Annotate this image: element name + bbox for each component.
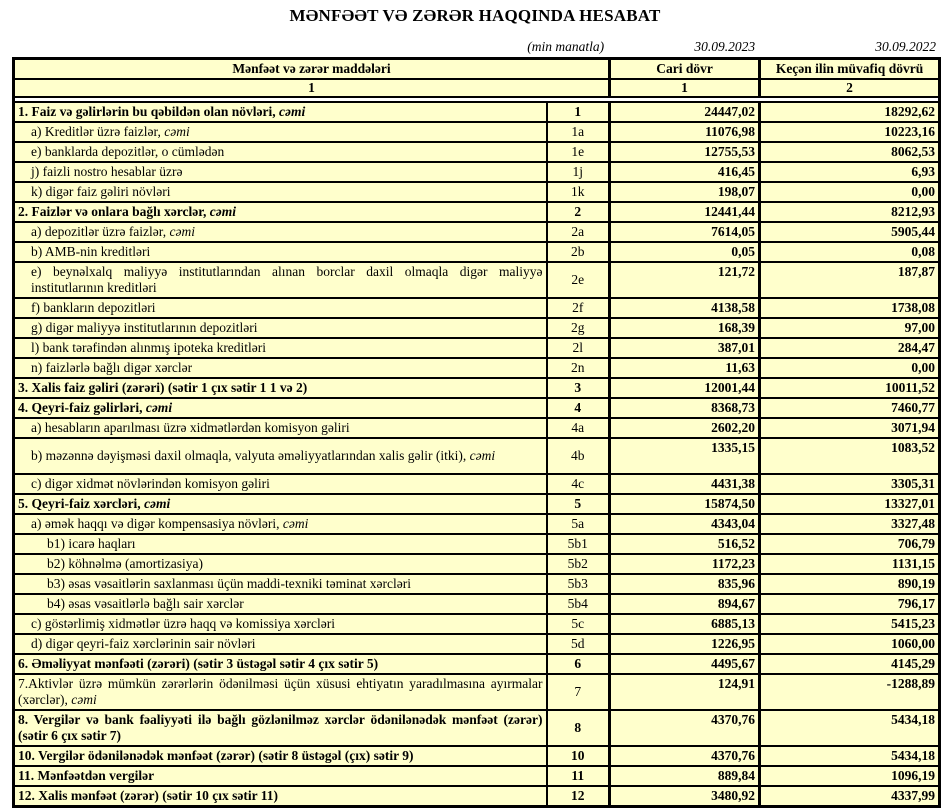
date-current: 30.09.2023 <box>694 39 756 54</box>
row-current-value: 15874,50 <box>610 494 760 514</box>
table-row <box>14 710 940 746</box>
row-previous-value: 1096,19 <box>760 766 940 786</box>
row-previous-value: 4337,99 <box>760 786 940 807</box>
row-current-value: 4370,76 <box>610 710 760 746</box>
table-row <box>14 298 940 318</box>
header-row <box>14 59 940 80</box>
row-current-value: 24447,02 <box>610 102 760 122</box>
row-code: 3 <box>547 378 610 398</box>
row-label <box>14 298 547 318</box>
row-current-value: 4370,76 <box>610 746 760 766</box>
row-previous-value: 890,19 <box>760 574 940 594</box>
row-label <box>14 554 547 574</box>
row-label-text: a) depozitlər üzrə faizlər, <box>31 224 170 239</box>
index-current: 1 <box>610 79 760 97</box>
table-row <box>14 182 940 202</box>
row-label <box>14 338 547 358</box>
row-previous-value: 4145,29 <box>760 654 940 674</box>
row-current-value: 2602,20 <box>610 418 760 438</box>
table-row <box>14 202 940 222</box>
row-label-italic-suffix: cəmi <box>145 400 173 415</box>
row-previous-value: 8062,53 <box>760 142 940 162</box>
row-current-value: 4343,04 <box>610 514 760 534</box>
table-row <box>14 494 940 514</box>
row-label-text: b4) əsas vəsaitlərlə bağlı sair xərclər <box>47 596 244 611</box>
row-label-text: e) beynəlxalq maliyyə institutlarından alınan borclar daxil olmaqla digər maliyyə institutlarının kreditləri <box>31 264 543 295</box>
row-current-value: 124,91 <box>610 674 760 710</box>
row-label <box>14 318 547 338</box>
table-row <box>14 262 940 298</box>
row-label-text: 1. Faiz və gəlirlərin bu qəbildən olan növləri, <box>18 104 279 119</box>
table-row <box>14 786 940 807</box>
row-code: 2a <box>547 222 610 242</box>
row-label-text: a) əmək haqqı və digər kompensasiya növləri, <box>31 516 283 531</box>
table-row <box>14 674 940 710</box>
row-label-text: b1) icarə haqları <box>47 536 136 551</box>
table-row <box>14 594 940 614</box>
row-code: 2g <box>547 318 610 338</box>
row-code: 2f <box>547 298 610 318</box>
row-label <box>14 594 547 614</box>
row-label <box>14 142 547 162</box>
row-current-value: 1226,95 <box>610 634 760 654</box>
row-code: 5b2 <box>547 554 610 574</box>
row-label-text: 12. Xalis mənfəət (zərər) (sətir 10 çıx sətir 11) <box>18 788 279 803</box>
row-previous-value: 6,93 <box>760 162 940 182</box>
row-label-text: 8. Vergilər və bank fəaliyyəti ilə bağlı gözlənilməz xərclər ödənilənədək mənfəət (zərər) (sətir 6 çıx sətir 7) <box>18 712 543 743</box>
row-previous-value: 796,17 <box>760 594 940 614</box>
row-label-text: 2. Faizlər və onlara bağlı xərclər, <box>18 204 210 219</box>
row-previous-value: 284,47 <box>760 338 940 358</box>
row-label-text: f) bankların depozitləri <box>31 300 156 315</box>
row-previous-value: 13327,01 <box>760 494 940 514</box>
row-label <box>14 122 547 142</box>
table-row <box>14 654 940 674</box>
row-previous-value: 1083,52 <box>760 438 940 474</box>
row-label-text: 11. Mənfəətdən vergilər <box>18 768 155 783</box>
row-label <box>14 378 547 398</box>
row-code: 5c <box>547 614 610 634</box>
report-page <box>0 6 950 803</box>
header-previous-column: Keçən ilin müvafiq dövrü <box>760 59 940 80</box>
row-label-text: k) digər faiz gəliri növləri <box>31 184 171 199</box>
row-label <box>14 242 547 262</box>
row-label-italic-suffix: cəmi <box>71 692 97 707</box>
row-label-text: 10. Vergilər ödənilənədək mənfəət (zərər) (sətir 8 üstəgəl (çıx) sətir 9) <box>18 748 414 763</box>
row-current-value: 198,07 <box>610 182 760 202</box>
row-code: 4 <box>547 398 610 418</box>
row-label-text: 3. Xalis faiz gəliri (zərəri) (sətir 1 çıx sətir 1 1 və 2) <box>18 380 308 395</box>
row-label-text: e) banklarda depozitlər, o cümlədən <box>31 144 225 159</box>
row-previous-value: -1288,89 <box>760 674 940 710</box>
row-code: 4c <box>547 474 610 494</box>
row-current-value: 1335,15 <box>610 438 760 474</box>
header-items-column: Mənfəət və zərər maddələri <box>14 59 610 80</box>
row-code: 12 <box>547 786 610 807</box>
row-current-value: 12001,44 <box>610 378 760 398</box>
row-label-text: g) digər maliyyə institutlarının depozitləri <box>31 320 258 335</box>
row-previous-value: 3327,48 <box>760 514 940 534</box>
row-label-text: l) bank tərəfindən alınmış ipoteka kreditləri <box>31 340 267 355</box>
row-current-value: 4495,67 <box>610 654 760 674</box>
row-label-text: 7.Aktivlər üzrə mümkün zərərlərin ödənilməsi üçün xüsusi ehtiyatın yaradılmasına ayırmalar (xərclər), <box>18 676 543 707</box>
row-previous-value: 97,00 <box>760 318 940 338</box>
row-label-text: c) digər xidmət növlərindən komisyon gəliri <box>31 476 270 491</box>
row-label-italic-suffix: cəmi <box>282 516 309 531</box>
table-row <box>14 318 940 338</box>
row-previous-value: 5905,44 <box>760 222 940 242</box>
row-current-value: 12755,53 <box>610 142 760 162</box>
row-label-text: n) faizlərlə bağlı digər xərclər <box>31 360 193 375</box>
row-previous-value: 18292,62 <box>760 102 940 122</box>
row-code: 6 <box>547 654 610 674</box>
row-code: 1j <box>547 162 610 182</box>
row-label-text: 6. Əməliyyat mənfəəti (zərəri) (sətir 3 üstəgəl sətir 4 çıx sətir 5) <box>18 656 379 671</box>
row-current-value: 11,63 <box>610 358 760 378</box>
row-code: 5b4 <box>547 594 610 614</box>
row-label <box>14 766 547 786</box>
table-row <box>14 634 940 654</box>
row-current-value: 0,05 <box>610 242 760 262</box>
row-label-italic-suffix: cəmi <box>164 124 190 139</box>
row-previous-value: 7460,77 <box>760 398 940 418</box>
row-label-italic-suffix: cəmi <box>279 104 306 119</box>
row-code: 5b3 <box>547 574 610 594</box>
row-label <box>14 514 547 534</box>
row-current-value: 3480,92 <box>610 786 760 807</box>
header-current-column: Cari dövr <box>610 59 760 80</box>
row-current-value: 516,52 <box>610 534 760 554</box>
row-previous-value: 1738,08 <box>760 298 940 318</box>
table-row <box>14 614 940 634</box>
row-label-text: d) digər qeyri-faiz xərclərinin sair növləri <box>31 636 256 651</box>
row-current-value: 11076,98 <box>610 122 760 142</box>
row-previous-value: 0,00 <box>760 358 940 378</box>
row-previous-value: 0,08 <box>760 242 940 262</box>
row-current-value: 6885,13 <box>610 614 760 634</box>
table-body <box>14 102 940 807</box>
row-label <box>14 262 547 298</box>
row-current-value: 4138,58 <box>610 298 760 318</box>
table-row <box>14 242 940 262</box>
row-previous-value: 1131,15 <box>760 554 940 574</box>
row-current-value: 1172,23 <box>610 554 760 574</box>
table-row <box>14 418 940 438</box>
row-label <box>14 534 547 554</box>
row-label-text: b2) köhnəlmə (amortizasiya) <box>47 556 203 571</box>
row-label <box>14 438 547 474</box>
row-label <box>14 162 547 182</box>
row-previous-value: 10223,16 <box>760 122 940 142</box>
row-code: 8 <box>547 710 610 746</box>
row-label <box>14 398 547 418</box>
table-row <box>14 438 940 474</box>
row-current-value: 894,67 <box>610 594 760 614</box>
row-current-value: 7614,05 <box>610 222 760 242</box>
table-row <box>14 514 940 534</box>
row-previous-value: 5434,18 <box>760 746 940 766</box>
row-previous-value: 0,00 <box>760 182 940 202</box>
row-label-text: b) məzənnə dəyişməsi daxil olmaqla, valyuta əməliyyatlarından xalis gəlir (itki), <box>31 448 470 463</box>
table-row <box>14 474 940 494</box>
table-row <box>14 534 940 554</box>
row-code: 4a <box>547 418 610 438</box>
row-current-value: 387,01 <box>610 338 760 358</box>
row-label <box>14 654 547 674</box>
row-code: 5a <box>547 514 610 534</box>
row-code: 11 <box>547 766 610 786</box>
row-label-text: a) Kreditlər üzrə faizlər, <box>31 124 165 139</box>
index-previous: 2 <box>760 79 940 97</box>
row-current-value: 168,39 <box>610 318 760 338</box>
index-items: 1 <box>14 79 610 97</box>
table-row <box>14 162 940 182</box>
row-code: 5 <box>547 494 610 514</box>
row-label <box>14 634 547 654</box>
table-row <box>14 338 940 358</box>
date-previous: 30.09.2022 <box>875 39 936 54</box>
row-label <box>14 674 547 710</box>
unit-note: (min manatla) <box>527 39 605 54</box>
row-code: 10 <box>547 746 610 766</box>
row-label <box>14 474 547 494</box>
row-label <box>14 494 547 514</box>
profit-loss-table <box>12 57 941 808</box>
table-row <box>14 142 940 162</box>
row-code: 2n <box>547 358 610 378</box>
row-previous-value: 187,87 <box>760 262 940 298</box>
row-label <box>14 222 547 242</box>
row-label-text: a) hesabların aparılması üzrə xidmətlərdən komisyon gəliri <box>31 420 350 435</box>
row-label-italic-suffix: cəmi <box>209 204 236 219</box>
row-current-value: 4431,38 <box>610 474 760 494</box>
row-label-text: b3) əsas vəsaitlərin saxlanması üçün maddi-texniki təminat xərcləri <box>47 576 412 591</box>
row-current-value: 835,96 <box>610 574 760 594</box>
row-label-italic-suffix: cəmi <box>169 224 195 239</box>
table-row <box>14 102 940 122</box>
table-row <box>14 378 940 398</box>
row-label-italic-suffix: cəmi <box>469 448 496 463</box>
row-label <box>14 418 547 438</box>
report-title: MƏNFƏƏT VƏ ZƏRƏR HAQQINDA HESABAT <box>289 6 661 25</box>
row-current-value: 416,45 <box>610 162 760 182</box>
row-code: 2e <box>547 262 610 298</box>
table-row <box>14 222 940 242</box>
row-previous-value: 5415,23 <box>760 614 940 634</box>
row-code: 1e <box>547 142 610 162</box>
table-row <box>14 398 940 418</box>
row-previous-value: 1060,00 <box>760 634 940 654</box>
column-index-row <box>14 79 940 97</box>
table-row <box>14 358 940 378</box>
row-code: 5d <box>547 634 610 654</box>
row-code: 1 <box>547 102 610 122</box>
row-label <box>14 358 547 378</box>
row-previous-value: 706,79 <box>760 534 940 554</box>
row-current-value: 889,84 <box>610 766 760 786</box>
row-label-text: 4. Qeyri-faiz gəlirləri, <box>18 400 146 415</box>
row-code: 2 <box>547 202 610 222</box>
row-current-value: 8368,73 <box>610 398 760 418</box>
row-code: 7 <box>547 674 610 710</box>
row-label <box>14 786 547 807</box>
row-label <box>14 614 547 634</box>
row-label-text: j) faizli nostro hesablar üzrə <box>31 164 183 179</box>
row-label <box>14 574 547 594</box>
row-code: 1a <box>547 122 610 142</box>
row-label-text: b) AMB-nin kreditləri <box>31 244 151 259</box>
row-label-text: 5. Qeyri-faiz xərcləri, <box>18 496 145 511</box>
row-current-value: 12441,44 <box>610 202 760 222</box>
row-previous-value: 3305,31 <box>760 474 940 494</box>
row-current-value: 121,72 <box>610 262 760 298</box>
row-previous-value: 8212,93 <box>760 202 940 222</box>
table-row <box>14 554 940 574</box>
row-label <box>14 182 547 202</box>
table-row <box>14 746 940 766</box>
row-label-italic-suffix: cəmi <box>144 496 171 511</box>
row-label <box>14 102 547 122</box>
report-meta-row <box>12 40 938 54</box>
row-label <box>14 710 547 746</box>
row-previous-value: 3071,94 <box>760 418 940 438</box>
row-previous-value: 10011,52 <box>760 378 940 398</box>
table-row <box>14 122 940 142</box>
row-code: 5b1 <box>547 534 610 554</box>
row-code: 1k <box>547 182 610 202</box>
table-header <box>14 59 940 103</box>
row-label-text: c) göstərlimiş xidmətlər üzrə haqq və komissiya xərcləri <box>31 616 336 631</box>
row-previous-value: 5434,18 <box>760 710 940 746</box>
row-code: 2b <box>547 242 610 262</box>
table-row <box>14 766 940 786</box>
row-label <box>14 202 547 222</box>
row-label <box>14 746 547 766</box>
row-code: 4b <box>547 438 610 474</box>
table-row <box>14 574 940 594</box>
row-code: 2l <box>547 338 610 358</box>
